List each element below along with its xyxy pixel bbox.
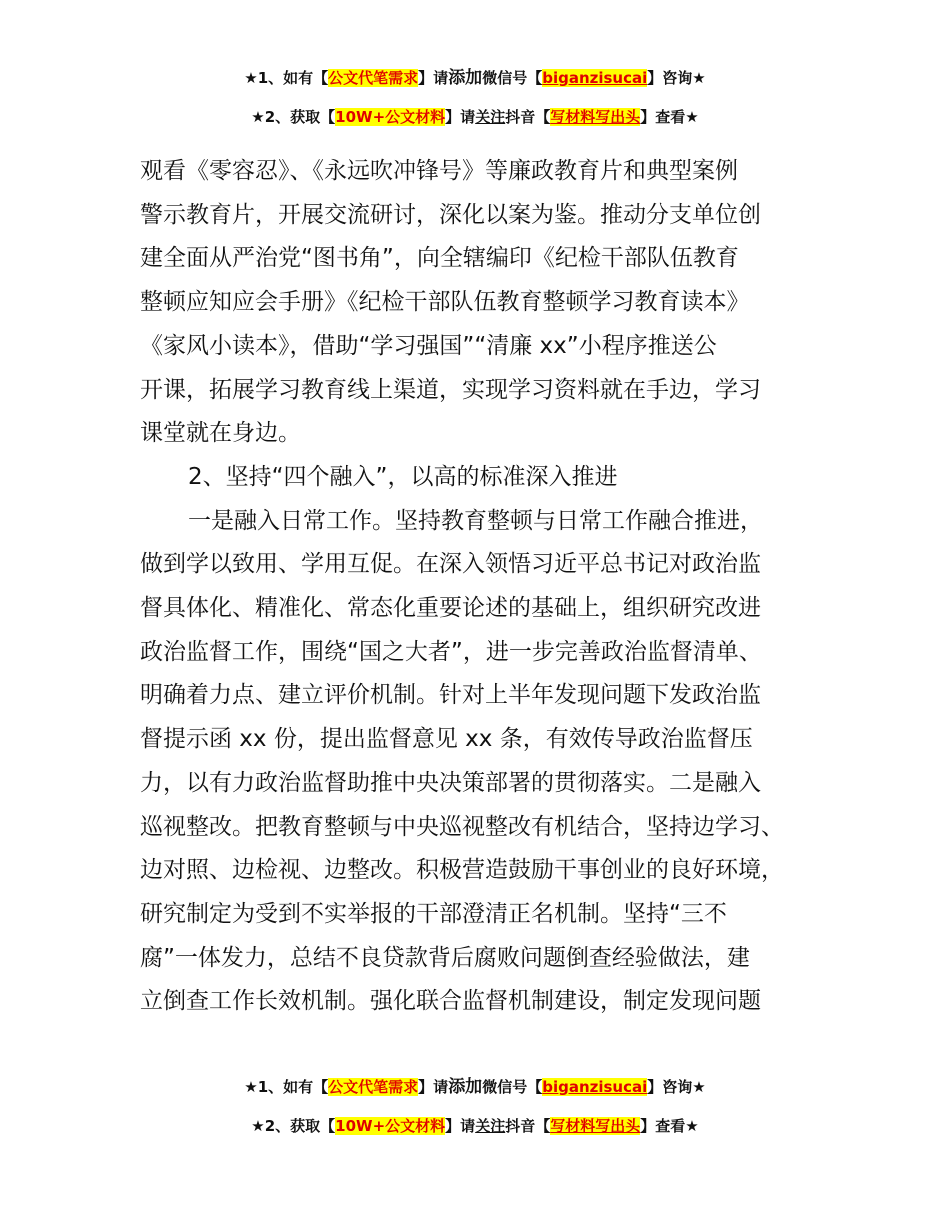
text-line: 督具体化、精准化、常态化重要论述的基础上，组织研究改进 — [140, 595, 761, 622]
text-line: 观看《零容忍》、《永远吹冲锋号》等廉政教育片和典型案例 — [140, 158, 738, 184]
banner-text: 1、如有【 — [257, 69, 329, 87]
banner-highlight-service: 公文代笔需求 — [328, 69, 419, 87]
paragraph-1 — [140, 150, 840, 456]
promo-banner-top-line-1 — [0, 67, 950, 89]
star-icon: ★ — [244, 69, 258, 87]
text-line: 明确着力点、建立评价机制。针对上半年发现问题下发政治监 — [140, 682, 761, 709]
paragraph-2 — [140, 500, 840, 1024]
promo-banner-bottom-line-1 — [0, 1076, 950, 1098]
star-icon: ★ — [685, 108, 699, 126]
banner-text: 】请 — [418, 69, 449, 87]
text-line: 建全面从严治党“图书角”，向全辖编印《纪检干部队伍教育 — [140, 245, 739, 272]
text-line: 督提示函 xx 份，提出监督意见 xx 条，有效传导政治监督压 — [140, 726, 753, 753]
banner-emphasis: 关注 — [475, 1117, 506, 1135]
text-line: 课堂就在身边。 — [140, 420, 301, 447]
banner-text: 】咨询 — [647, 69, 693, 87]
heading-text: 2、坚持“四个融入”，以高的标准深入推进 — [188, 463, 618, 490]
banner-text: 抖音【 — [505, 108, 551, 126]
text-line: 力，以有力政治监督助推中央决策部署的贯彻落实。二是融入 — [140, 769, 761, 796]
text-line: 巡视整改。把教育整顿与中央巡视整改有机结合，坚持边学习、 — [140, 813, 784, 840]
banner-text: 】请 — [445, 108, 476, 126]
banner-text: 微信号【 — [482, 1078, 543, 1096]
banner-text: 抖音【 — [505, 1117, 551, 1135]
star-icon: ★ — [251, 108, 265, 126]
text-line: 研究制定为受到不实举报的干部澄清正名机制。坚持“三不 — [140, 900, 727, 927]
text-line: 腐”一体发力，总结不良贷款背后腐败问题倒查经验做法，建 — [140, 944, 750, 971]
banner-text: 】请 — [445, 1117, 476, 1135]
star-icon: ★ — [244, 1078, 258, 1096]
text-line: 警示教育片，开展交流研讨，深化以案为鉴。推动分支单位创 — [140, 201, 761, 228]
star-icon: ★ — [692, 69, 706, 87]
text-line: 开课，拓展学习教育线上渠道，实现学习资料就在手边，学习 — [140, 376, 761, 403]
banner-text: 1、如有【 — [257, 1078, 329, 1096]
banner-text: 微信号【 — [482, 69, 543, 87]
banner-highlight-douyin-id: 写材料写出头 — [550, 1117, 641, 1135]
banner-text: 】查看 — [640, 1117, 686, 1135]
text-line: 政治监督工作，围绕“国之大者”，进一步完善政治监督清单、 — [140, 638, 762, 665]
star-icon: ★ — [685, 1117, 699, 1135]
banner-highlight-wechat-id: biganzisucai — [542, 69, 648, 87]
banner-highlight-materials: 10W+公文材料 — [335, 108, 446, 126]
banner-highlight-materials: 10W+公文材料 — [335, 1117, 446, 1135]
banner-emphasis: 关注 — [475, 108, 506, 126]
text-line: 整顿应知应会手册》《纪检干部队伍教育整顿学习教育读本》 — [140, 289, 750, 316]
banner-text: 】咨询 — [647, 1078, 693, 1096]
banner-emphasis: 添加 — [448, 68, 483, 88]
text-line: 立倒查工作长效机制。强化联合监督机制建设，制定发现问题 — [140, 988, 761, 1015]
banner-highlight-service: 公文代笔需求 — [328, 1078, 419, 1096]
document-body — [140, 150, 840, 1024]
star-icon: ★ — [251, 1117, 265, 1135]
promo-banner-bottom-line-2 — [0, 1115, 950, 1137]
banner-highlight-wechat-id: biganzisucai — [542, 1078, 648, 1096]
text-line: 一是融入日常工作。坚持教育整顿与日常工作融合推进， — [188, 507, 763, 534]
banner-text: 】请 — [418, 1078, 449, 1096]
text-line: 边对照、边检视、边整改。积极营造鼓励干事创业的良好环境， — [140, 857, 784, 884]
star-icon: ★ — [692, 1078, 706, 1096]
banner-text: 2、获取【 — [264, 108, 336, 126]
banner-highlight-douyin-id: 写材料写出头 — [550, 108, 641, 126]
banner-emphasis: 添加 — [448, 1077, 483, 1097]
text-line: 《家风小读本》，借助“学习强国”“清廉 xx”小程序推送公 — [140, 332, 717, 359]
section-heading — [140, 456, 840, 500]
banner-text: 2、获取【 — [264, 1117, 336, 1135]
banner-text: 】查看 — [640, 108, 686, 126]
promo-banner-top-line-2 — [0, 106, 950, 128]
text-line: 做到学以致用、学用互促。在深入领悟习近平总书记对政治监 — [140, 551, 761, 578]
